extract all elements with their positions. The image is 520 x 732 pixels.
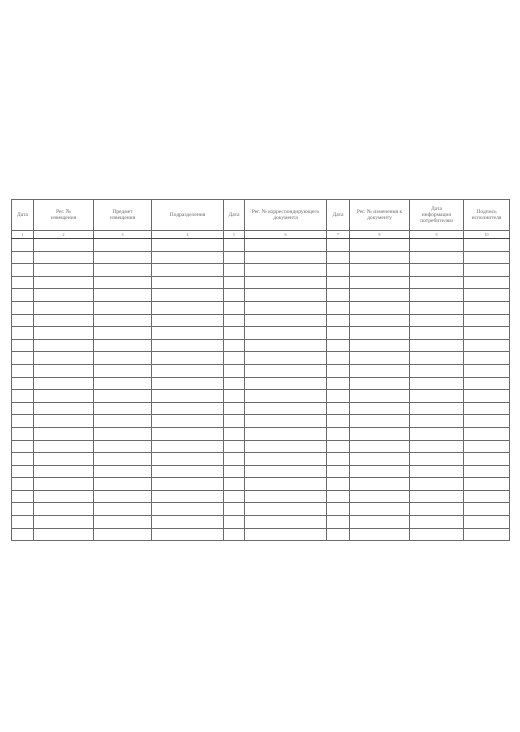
empty-cell bbox=[12, 465, 34, 478]
empty-cell bbox=[12, 490, 34, 503]
empty-cell bbox=[224, 415, 245, 428]
empty-cell bbox=[152, 314, 224, 327]
empty-cell bbox=[94, 390, 152, 403]
empty-cell bbox=[34, 301, 94, 314]
empty-cell bbox=[245, 339, 327, 352]
empty-cell bbox=[224, 440, 245, 453]
empty-cell bbox=[245, 327, 327, 340]
empty-cell bbox=[94, 251, 152, 264]
empty-cell bbox=[410, 339, 464, 352]
empty-cell bbox=[245, 402, 327, 415]
table-row bbox=[12, 440, 510, 453]
empty-cell bbox=[94, 478, 152, 491]
empty-cell bbox=[94, 453, 152, 466]
table-row bbox=[12, 516, 510, 529]
empty-cell bbox=[152, 264, 224, 277]
empty-cell bbox=[34, 251, 94, 264]
empty-cell bbox=[245, 516, 327, 529]
empty-cell bbox=[224, 314, 245, 327]
empty-cell bbox=[34, 377, 94, 390]
empty-cell bbox=[34, 390, 94, 403]
empty-cell bbox=[410, 402, 464, 415]
empty-cell bbox=[34, 276, 94, 289]
empty-cell bbox=[94, 402, 152, 415]
column-number: 7 bbox=[327, 231, 350, 239]
table-row bbox=[12, 415, 510, 428]
empty-cell bbox=[94, 264, 152, 277]
empty-cell bbox=[224, 516, 245, 529]
empty-cell bbox=[12, 427, 34, 440]
empty-cell bbox=[34, 264, 94, 277]
empty-cell bbox=[94, 276, 152, 289]
empty-cell bbox=[410, 528, 464, 541]
column-number: 6 bbox=[245, 231, 327, 239]
empty-cell bbox=[152, 352, 224, 365]
empty-cell bbox=[327, 490, 350, 503]
empty-cell bbox=[350, 289, 410, 302]
empty-cell bbox=[245, 314, 327, 327]
empty-cell bbox=[152, 440, 224, 453]
empty-cell bbox=[327, 402, 350, 415]
empty-cell bbox=[12, 478, 34, 491]
empty-cell bbox=[410, 390, 464, 403]
empty-cell bbox=[327, 516, 350, 529]
column-number: 3 bbox=[94, 231, 152, 239]
empty-cell bbox=[350, 239, 410, 252]
empty-cell bbox=[12, 289, 34, 302]
empty-cell bbox=[94, 440, 152, 453]
column-number: 8 bbox=[350, 231, 410, 239]
empty-cell bbox=[350, 503, 410, 516]
empty-cell bbox=[327, 352, 350, 365]
col-header-signature: Подпись исполнителя bbox=[464, 200, 510, 231]
table-row bbox=[12, 314, 510, 327]
empty-cell bbox=[464, 415, 510, 428]
empty-cell bbox=[152, 503, 224, 516]
table-row bbox=[12, 339, 510, 352]
empty-cell bbox=[350, 415, 410, 428]
empty-cell bbox=[34, 314, 94, 327]
empty-cell bbox=[245, 390, 327, 403]
empty-cell bbox=[327, 239, 350, 252]
empty-cell bbox=[327, 453, 350, 466]
empty-cell bbox=[94, 427, 152, 440]
empty-cell bbox=[350, 276, 410, 289]
empty-cell bbox=[464, 528, 510, 541]
empty-cell bbox=[224, 402, 245, 415]
empty-cell bbox=[34, 352, 94, 365]
empty-cell bbox=[464, 314, 510, 327]
empty-cell bbox=[464, 377, 510, 390]
empty-cell bbox=[152, 251, 224, 264]
empty-cell bbox=[464, 327, 510, 340]
empty-cell bbox=[410, 239, 464, 252]
empty-cell bbox=[94, 327, 152, 340]
empty-cell bbox=[350, 251, 410, 264]
table-row bbox=[12, 503, 510, 516]
empty-cell bbox=[245, 478, 327, 491]
empty-cell bbox=[327, 440, 350, 453]
empty-cell bbox=[327, 465, 350, 478]
empty-cell bbox=[464, 490, 510, 503]
empty-cell bbox=[350, 301, 410, 314]
empty-cell bbox=[350, 516, 410, 529]
empty-cell bbox=[464, 352, 510, 365]
empty-cell bbox=[12, 453, 34, 466]
empty-cell bbox=[94, 289, 152, 302]
table-row bbox=[12, 364, 510, 377]
empty-cell bbox=[12, 364, 34, 377]
empty-cell bbox=[12, 516, 34, 529]
col-header-departments: Подразделения bbox=[152, 200, 224, 231]
empty-cell bbox=[224, 339, 245, 352]
empty-cell bbox=[350, 390, 410, 403]
empty-cell bbox=[94, 516, 152, 529]
empty-cell bbox=[224, 490, 245, 503]
empty-cell bbox=[12, 264, 34, 277]
empty-cell bbox=[350, 364, 410, 377]
empty-cell bbox=[94, 339, 152, 352]
empty-cell bbox=[152, 301, 224, 314]
empty-cell bbox=[410, 314, 464, 327]
empty-cell bbox=[152, 415, 224, 428]
empty-cell bbox=[245, 264, 327, 277]
empty-cell bbox=[224, 276, 245, 289]
empty-cell bbox=[410, 427, 464, 440]
empty-cell bbox=[224, 390, 245, 403]
empty-cell bbox=[327, 478, 350, 491]
empty-cell bbox=[224, 289, 245, 302]
empty-cell bbox=[94, 352, 152, 365]
empty-cell bbox=[410, 364, 464, 377]
table-row bbox=[12, 264, 510, 277]
empty-cell bbox=[464, 453, 510, 466]
empty-cell bbox=[327, 301, 350, 314]
empty-cell bbox=[224, 528, 245, 541]
empty-cell bbox=[464, 465, 510, 478]
empty-cell bbox=[12, 239, 34, 252]
empty-cell bbox=[224, 503, 245, 516]
empty-cell bbox=[464, 427, 510, 440]
empty-cell bbox=[245, 239, 327, 252]
empty-cell bbox=[152, 402, 224, 415]
empty-cell bbox=[327, 528, 350, 541]
empty-cell bbox=[327, 377, 350, 390]
empty-cell bbox=[245, 427, 327, 440]
table-row bbox=[12, 453, 510, 466]
empty-cell bbox=[152, 490, 224, 503]
table-row bbox=[12, 478, 510, 491]
empty-cell bbox=[464, 364, 510, 377]
empty-cell bbox=[245, 440, 327, 453]
empty-cell bbox=[327, 390, 350, 403]
empty-cell bbox=[34, 364, 94, 377]
empty-cell bbox=[350, 528, 410, 541]
empty-cell bbox=[245, 251, 327, 264]
empty-cell bbox=[245, 528, 327, 541]
empty-cell bbox=[410, 377, 464, 390]
empty-cell bbox=[327, 264, 350, 277]
empty-cell bbox=[410, 289, 464, 302]
empty-cell bbox=[224, 264, 245, 277]
empty-cell bbox=[152, 327, 224, 340]
empty-cell bbox=[350, 427, 410, 440]
empty-cell bbox=[327, 314, 350, 327]
empty-cell bbox=[464, 503, 510, 516]
empty-cell bbox=[410, 327, 464, 340]
empty-cell bbox=[94, 377, 152, 390]
empty-cell bbox=[224, 352, 245, 365]
empty-cell bbox=[350, 339, 410, 352]
column-number: 10 bbox=[464, 231, 510, 239]
table-row bbox=[12, 276, 510, 289]
empty-cell bbox=[94, 415, 152, 428]
col-header-notice-reg-no: Рег. № извещения bbox=[34, 200, 94, 231]
empty-cell bbox=[350, 490, 410, 503]
empty-cell bbox=[152, 390, 224, 403]
col-header-notice-subject: Предмет извещения bbox=[94, 200, 152, 231]
column-number: 1 bbox=[12, 231, 34, 239]
empty-cell bbox=[350, 465, 410, 478]
empty-cell bbox=[12, 415, 34, 428]
empty-cell bbox=[94, 314, 152, 327]
empty-cell bbox=[12, 390, 34, 403]
empty-cell bbox=[410, 276, 464, 289]
table-row bbox=[12, 427, 510, 440]
empty-cell bbox=[34, 503, 94, 516]
empty-cell bbox=[94, 301, 152, 314]
col-header-date: Дата bbox=[12, 200, 34, 231]
col-header-date-3: Дата bbox=[327, 200, 350, 231]
empty-cell bbox=[224, 364, 245, 377]
col-header-info-date: Дата информации потребителям bbox=[410, 200, 464, 231]
empty-cell bbox=[410, 251, 464, 264]
empty-cell bbox=[224, 239, 245, 252]
empty-cell bbox=[410, 478, 464, 491]
empty-cell bbox=[94, 490, 152, 503]
empty-cell bbox=[327, 415, 350, 428]
col-header-change-reg-no: Рег. № изменения к документу bbox=[350, 200, 410, 231]
empty-cell bbox=[152, 364, 224, 377]
empty-cell bbox=[224, 453, 245, 466]
table-row bbox=[12, 289, 510, 302]
empty-cell bbox=[152, 339, 224, 352]
column-number: 9 bbox=[410, 231, 464, 239]
table-row bbox=[12, 239, 510, 252]
table-row bbox=[12, 528, 510, 541]
empty-cell bbox=[410, 503, 464, 516]
empty-cell bbox=[350, 352, 410, 365]
register-body bbox=[12, 239, 510, 541]
empty-cell bbox=[12, 301, 34, 314]
empty-cell bbox=[464, 478, 510, 491]
empty-cell bbox=[350, 440, 410, 453]
empty-cell bbox=[327, 251, 350, 264]
empty-cell bbox=[34, 427, 94, 440]
empty-cell bbox=[327, 427, 350, 440]
empty-cell bbox=[245, 301, 327, 314]
empty-cell bbox=[410, 352, 464, 365]
empty-cell bbox=[464, 264, 510, 277]
empty-cell bbox=[464, 301, 510, 314]
empty-cell bbox=[94, 528, 152, 541]
empty-cell bbox=[12, 377, 34, 390]
empty-cell bbox=[327, 289, 350, 302]
table-row bbox=[12, 490, 510, 503]
empty-cell bbox=[224, 427, 245, 440]
table-row bbox=[12, 352, 510, 365]
empty-cell bbox=[94, 465, 152, 478]
empty-cell bbox=[12, 503, 34, 516]
empty-cell bbox=[12, 402, 34, 415]
empty-cell bbox=[224, 327, 245, 340]
col-header-correspondence-reg-no: Рег. № корреспондирующего документа bbox=[245, 200, 327, 231]
empty-cell bbox=[152, 478, 224, 491]
empty-cell bbox=[327, 327, 350, 340]
empty-cell bbox=[350, 314, 410, 327]
table-row bbox=[12, 465, 510, 478]
empty-cell bbox=[327, 503, 350, 516]
empty-cell bbox=[224, 465, 245, 478]
header-row bbox=[12, 200, 510, 231]
table-row bbox=[12, 251, 510, 264]
empty-cell bbox=[245, 490, 327, 503]
table-row bbox=[12, 301, 510, 314]
empty-cell bbox=[245, 364, 327, 377]
empty-cell bbox=[410, 264, 464, 277]
empty-cell bbox=[152, 427, 224, 440]
column-number: 2 bbox=[34, 231, 94, 239]
column-number: 5 bbox=[224, 231, 245, 239]
empty-cell bbox=[152, 289, 224, 302]
empty-cell bbox=[34, 516, 94, 529]
empty-cell bbox=[34, 289, 94, 302]
empty-cell bbox=[245, 352, 327, 365]
empty-cell bbox=[327, 339, 350, 352]
empty-cell bbox=[350, 264, 410, 277]
empty-cell bbox=[464, 289, 510, 302]
empty-cell bbox=[152, 276, 224, 289]
empty-cell bbox=[12, 251, 34, 264]
empty-cell bbox=[152, 377, 224, 390]
empty-cell bbox=[34, 239, 94, 252]
empty-cell bbox=[34, 440, 94, 453]
empty-cell bbox=[152, 516, 224, 529]
empty-cell bbox=[34, 453, 94, 466]
empty-cell bbox=[34, 415, 94, 428]
empty-cell bbox=[152, 239, 224, 252]
empty-cell bbox=[152, 465, 224, 478]
empty-cell bbox=[245, 453, 327, 466]
col-header-date-2: Дата bbox=[224, 200, 245, 231]
empty-cell bbox=[464, 239, 510, 252]
empty-cell bbox=[464, 390, 510, 403]
column-number: 4 bbox=[152, 231, 224, 239]
empty-cell bbox=[152, 453, 224, 466]
empty-cell bbox=[327, 276, 350, 289]
table-row bbox=[12, 377, 510, 390]
empty-cell bbox=[34, 327, 94, 340]
empty-cell bbox=[350, 377, 410, 390]
empty-cell bbox=[245, 276, 327, 289]
empty-cell bbox=[224, 377, 245, 390]
empty-cell bbox=[34, 528, 94, 541]
empty-cell bbox=[34, 402, 94, 415]
empty-cell bbox=[12, 314, 34, 327]
empty-cell bbox=[350, 478, 410, 491]
empty-cell bbox=[350, 453, 410, 466]
empty-cell bbox=[245, 465, 327, 478]
empty-cell bbox=[94, 364, 152, 377]
column-number-row bbox=[12, 231, 510, 239]
empty-cell bbox=[94, 239, 152, 252]
empty-cell bbox=[12, 339, 34, 352]
empty-cell bbox=[245, 377, 327, 390]
empty-cell bbox=[410, 490, 464, 503]
empty-cell bbox=[245, 415, 327, 428]
empty-cell bbox=[464, 276, 510, 289]
empty-cell bbox=[34, 339, 94, 352]
empty-cell bbox=[464, 251, 510, 264]
empty-cell bbox=[34, 490, 94, 503]
empty-cell bbox=[224, 251, 245, 264]
empty-cell bbox=[350, 327, 410, 340]
empty-cell bbox=[12, 352, 34, 365]
empty-cell bbox=[245, 503, 327, 516]
empty-cell bbox=[34, 478, 94, 491]
empty-cell bbox=[12, 276, 34, 289]
empty-cell bbox=[327, 364, 350, 377]
table-row bbox=[12, 327, 510, 340]
empty-cell bbox=[12, 327, 34, 340]
empty-cell bbox=[464, 339, 510, 352]
register-table bbox=[11, 199, 510, 541]
empty-cell bbox=[464, 440, 510, 453]
empty-cell bbox=[152, 528, 224, 541]
table-row bbox=[12, 390, 510, 403]
empty-cell bbox=[350, 402, 410, 415]
empty-cell bbox=[245, 289, 327, 302]
empty-cell bbox=[410, 465, 464, 478]
empty-cell bbox=[224, 301, 245, 314]
empty-cell bbox=[410, 453, 464, 466]
empty-cell bbox=[224, 478, 245, 491]
empty-cell bbox=[12, 528, 34, 541]
table-row bbox=[12, 402, 510, 415]
empty-cell bbox=[94, 503, 152, 516]
empty-cell bbox=[410, 301, 464, 314]
empty-cell bbox=[410, 415, 464, 428]
empty-cell bbox=[464, 516, 510, 529]
empty-cell bbox=[410, 440, 464, 453]
empty-cell bbox=[410, 516, 464, 529]
empty-cell bbox=[34, 465, 94, 478]
empty-cell bbox=[464, 402, 510, 415]
empty-cell bbox=[12, 440, 34, 453]
